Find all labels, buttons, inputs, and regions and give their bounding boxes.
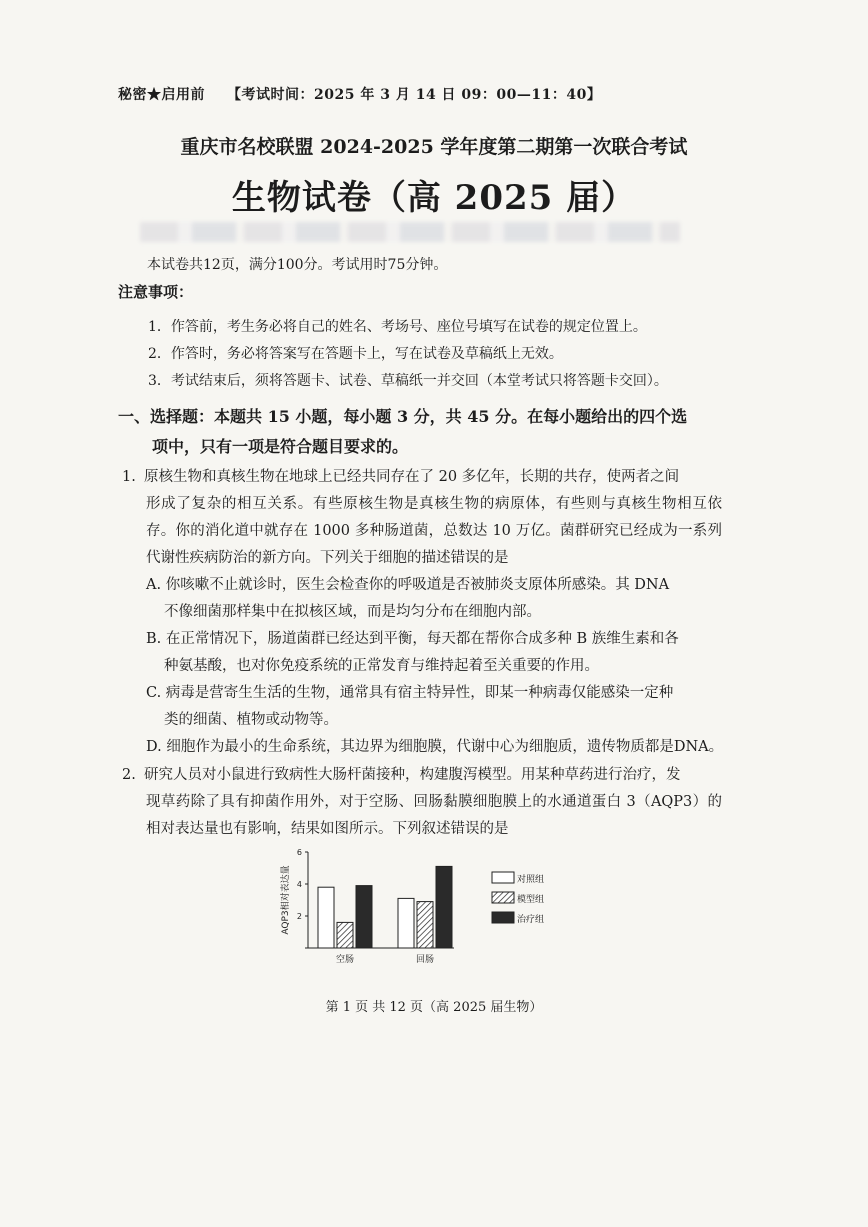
question-stem-rest: 现草药除了具有抑菌作用外，对于空肠、回肠黏膜细胞膜上的水通道蛋白 3（AQP3）的相对表达量也有影响，结果如图所示。下列叙述错误的是 <box>146 794 722 837</box>
legend-swatch <box>492 892 514 903</box>
x-tick-label: 空肠 <box>335 955 355 965</box>
option-text-cont: 不像细菌那样集中在拟核区域，而是均匀分布在细胞内部。 <box>164 604 541 620</box>
notice-item: 2．作答时，务必将答案写在答题卡上，写在试卷及草稿纸上无效。 <box>148 346 563 362</box>
option-text: 病毒是营寄生生活的生物，通常具有宿主特异性，即某一种病毒仅能感染一定种 <box>165 685 674 701</box>
section-title <box>118 402 738 462</box>
question-stem-rest: 形成了复杂的相互关系。有些原核生物是真核生物的病原体，有些则与真核生物相互依存。你的消化道中就存在 1000 多种肠道菌，总数达 10 万亿。菌群研究已经成为一系列代谢性疾病防治的新方向。下列关于细胞的描述错误的是 <box>146 496 722 566</box>
x-tick-label: 回肠 <box>415 955 435 965</box>
bar <box>337 922 353 948</box>
aqp3-bar-chart <box>270 842 570 970</box>
y-tick-label: 6 <box>296 848 302 857</box>
question-2-stem <box>122 762 722 843</box>
exam-time: 【考试时间：2025 年 3 月 14 日 09：00—11：40】 <box>227 87 602 103</box>
option-label: A. <box>146 577 162 593</box>
y-axis-label: AQP3相对表达量 <box>281 865 291 935</box>
page-footer: 第 1 页 共 12 页（高 2025 届生物） <box>325 1000 543 1015</box>
bar <box>398 898 414 948</box>
option-text-cont: 类的细菌、植物或动物等。 <box>164 712 338 728</box>
option-c <box>146 680 726 734</box>
option-text: 细胞作为最小的生命系统，其边界为细胞膜，代谢中心为细胞质，遗传物质都是DNA。 <box>166 739 724 755</box>
legend-label: 模型组 <box>517 895 545 905</box>
scan-blur-band <box>140 222 680 242</box>
bar <box>318 887 334 948</box>
option-label: C. <box>146 685 162 701</box>
bar <box>417 902 433 948</box>
question-1-stem <box>122 464 722 572</box>
option-label: B. <box>146 631 162 647</box>
question-stem-first: 研究人员对小鼠进行致病性大肠杆菌接种，构建腹泻模型。用某种草药进行治疗，发 <box>144 767 681 783</box>
legend-label: 治疗组 <box>517 915 545 925</box>
option-b <box>146 626 726 680</box>
bar <box>436 866 452 948</box>
legend-swatch <box>492 912 514 923</box>
option-label: D. <box>146 739 162 755</box>
question-stem-first: 原核生物和真核生物在地球上已经共同存在了 20 多亿年，长期的共存，使两者之间 <box>144 469 680 485</box>
exam-header <box>118 84 601 104</box>
section-title-line1: 一、选择题：本题共 15 小题，每小题 3 分，共 45 分。在每小题给出的四个选 <box>118 407 688 426</box>
exam-intro: 本试卷共12页，满分100分。考试用时75分钟。 <box>147 257 448 273</box>
option-d <box>146 734 746 761</box>
exam-subtitle: 重庆市名校联盟 2024-2025 学年度第二期第一次联合考试 <box>180 136 688 158</box>
notice-title: 注意事项： <box>118 283 194 301</box>
section-title-line2: 项中，只有一项是符合题目要求的。 <box>152 437 409 456</box>
option-text: 你咳嗽不止就诊时，医生会检查你的呼吸道是否被肺炎支原体所感染。其 DNA <box>165 577 670 593</box>
legend-swatch <box>492 872 514 883</box>
option-text-cont: 种氨基酸，也对你免疫系统的正常发育与维持起着至关重要的作用。 <box>164 658 599 674</box>
option-a <box>146 572 726 626</box>
page-title: 生物试卷（高 2025 届） <box>231 178 637 218</box>
confidential-mark: 秘密★启用前 <box>118 87 205 103</box>
y-tick-label: 2 <box>296 912 302 921</box>
notice-item: 3．考试结束后，须将答题卡、试卷、草稿纸一并交回（本堂考试只将答题卡交回）。 <box>148 373 668 389</box>
question-number: 1. <box>122 469 136 485</box>
legend-label: 对照组 <box>517 875 545 885</box>
option-text: 在正常情况下，肠道菌群已经达到平衡，每天都在帮你合成多种 B 族维生素和各 <box>165 631 679 647</box>
y-tick-label: 4 <box>296 880 302 889</box>
question-number: 2. <box>122 767 136 783</box>
notice-item: 1．作答前，考生务必将自己的姓名、考场号、座位号填写在试卷的规定位置上。 <box>148 319 647 335</box>
bar <box>356 886 372 948</box>
